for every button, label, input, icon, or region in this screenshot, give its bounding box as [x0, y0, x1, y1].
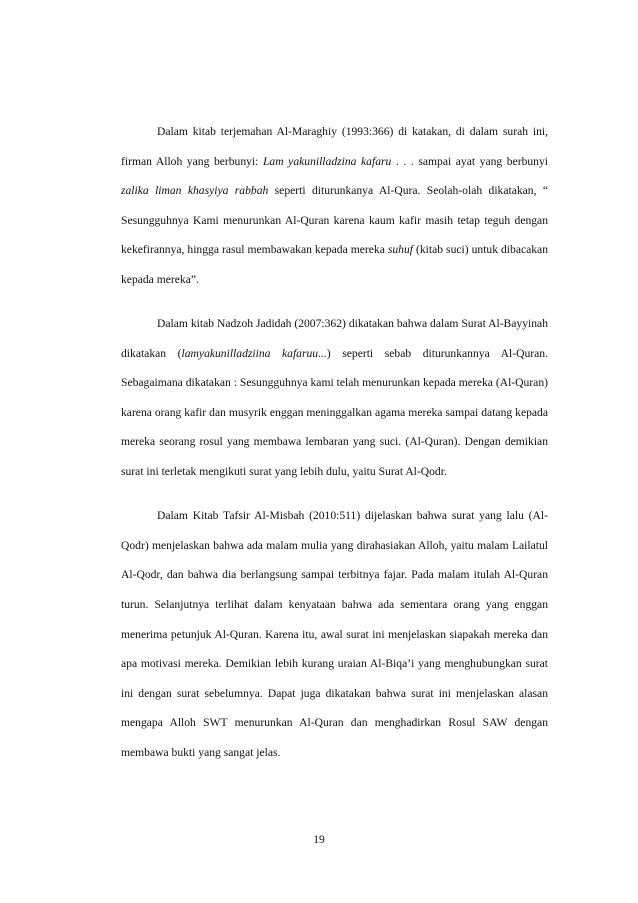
paragraph-2-text: Dalam kitab Nadzoh Jadidah (2007:362) dikatakan bahwa dalam Surat Al-Bayyinah dikatakan ( — [121, 317, 548, 360]
paragraph-1-italic-verse: Lam yakunilladzina kafaru — [262, 154, 392, 168]
paragraph-2-italic-verse: lamyakunilladziina kafaruu... — [181, 346, 327, 360]
paragraph-1-text-3: seperti diturunkanya Al-Qura. Seolah-olah dikatakan, “ Sesungguhnya Kami menurunkan Al-Quran karena kaum kafir masih tetap teguh dengan kekefirannya, hingga rasul membawakan kepada mereka — [121, 184, 549, 257]
paragraph-1-text-4: (kitab suci) untuk dibacakan kepada mereka”. — [121, 243, 549, 286]
paragraph-1-italic-term: suhuf — [387, 243, 413, 257]
paragraph-2 — [121, 309, 548, 487]
paragraph-2-text-2: ) seperti sebab diturunkannya Al-Quran. Sebagaimana dikatakan : Sesungguhnya kami telah menurunkan kepada mereka (Al-Quran) karena orang kafir dan musyrik enggan meninggalkan agama mereka sampai datang kepada mereka seorang rosul yang membawa lembaran yang suci. (Al-Quran). Dengan demikian surat ini terletak mengikuti surat yang lebih dulu, yaitu Surat Al-Qodr. — [121, 346, 548, 479]
paragraph-3-text: Dalam Kitab Tafsir Al-Misbah (2010:511) dijelaskan bahwa surat yang lalu (Al-Qodr) menjelaskan bahwa ada malam mulia yang dirahasiakan Alloh, yaitu malam Lailatul Al-Qodr, dan bahwa dia berlangsung sampai terbitnya fajar. Pada malam itulah Al-Quran turun. Selanjutnya terlihat dalam kenyataan bahwa ada sementara orang yang enggan menerima petunjuk Al-Quran. Karena itu, awal surat ini menjelaskan siapakah mereka dan apa motivasi mereka. Demikian lebih kurang uraian Al-Biqa’i yang menghubungkan surat ini dengan surat sebelumnya. Dapat juga dikatakan bahwa surat ini menjelaskan alasan mengapa Alloh SWT menurunkan Al-Quran dan menghadirkan Rosul SAW dengan membawa bukti yang sangat jelas. — [121, 509, 548, 759]
paragraph-1-text-2: . . . sampai ayat yang berbunyi — [391, 154, 548, 168]
paragraph-3 — [121, 501, 548, 767]
paragraph-1 — [121, 117, 548, 295]
paragraph-1-italic-verse-2: zalika liman khasyiya rabbah — [121, 184, 269, 198]
body-text — [121, 117, 548, 767]
paragraph-1-text: Dalam kitab terjemahan Al-Maraghiy (1993:366) di katakan, di dalam surah ini, firman Alloh yang berbunyi: — [121, 125, 548, 168]
page-number: 19 — [313, 833, 325, 846]
